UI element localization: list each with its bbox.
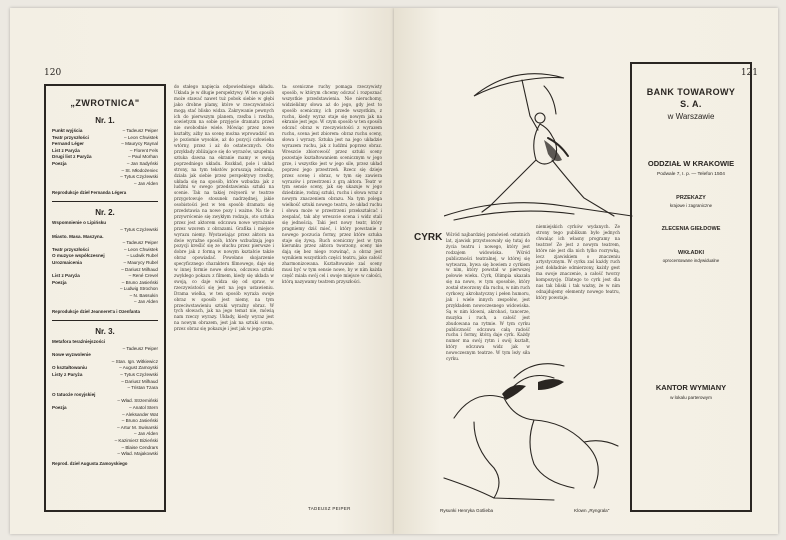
entry-author: – Jan Alden xyxy=(133,180,158,186)
entry-author: – Bruno Jasieński xyxy=(121,279,158,285)
entry-title: List z Paryża xyxy=(52,273,80,279)
contents-entry xyxy=(52,273,158,280)
contents-divider xyxy=(52,201,158,202)
contents-entry xyxy=(52,398,158,405)
left-page xyxy=(10,8,394,534)
contents-divider xyxy=(52,320,158,321)
contents-entry xyxy=(52,372,158,379)
entry-title: Fernand Léger xyxy=(52,141,84,147)
entry-title: Teatr przyszłości xyxy=(52,246,89,252)
contents-entry xyxy=(52,339,158,346)
contents-entry xyxy=(52,220,158,227)
contents-entry xyxy=(52,299,158,306)
reproductions-note: Reprodukcje dzieł Jeanneret'a i Ozenfanta xyxy=(52,309,140,315)
issue-number: Nr. 2. xyxy=(95,208,115,218)
issue-number: Nr. 3. xyxy=(95,327,115,337)
contents-entry xyxy=(52,148,158,155)
service-title: ZLECENIA GIEŁDOWE xyxy=(661,226,721,232)
entry-author: – Tadeusz Peiper xyxy=(122,345,158,351)
branch-title: ODDZIAŁ W KRAKOWIE xyxy=(647,159,735,168)
entry-author: – Anatol Stern xyxy=(129,405,158,410)
entry-author: – Ludwig Strochon xyxy=(119,286,158,292)
contents-entry xyxy=(52,392,158,399)
contents-entry xyxy=(52,128,158,135)
article-column-right-1: Wśród najbardziej pomówień ostatnich lat, zjawisk przystosowały się tutaj do życia teatru i nowego, który jest rodzajem widowiska. Wśród publiczności teatralnej, w której się wytwarza, bywa się bowiem z cyrkiem w nim, który powstał w pierwszej połowie wieku. Cyrk, Olimpia ukazała się na nowo, w tym sposobie, który został stworzony dla ruchu, w nim ruch cyrkowy, akrobatyczny i pełen humoru, jak i wiele innych zespołów, jest przykładem nowoczesnego widowiska. Są w nim klowni, akrobaci, tancerze, muzyka i ruch, a całość jest zbudowana na rytmie. W tym cyrku publiczność odczuwa całą radość ruchu i formy, którą daje cyrk. Każdy numer ma swój rytm i swój kształt, który odczuwa widz jak w nowoczesnym teatrze. W tym leży siła cyrku. xyxy=(446,232,530,362)
entry-author: – Jan Sadyński xyxy=(126,160,158,166)
entry-title: Wspomnienie o Lipińsku xyxy=(52,220,107,226)
entry-title: Punkt wyjścia xyxy=(52,128,83,133)
contents-entry xyxy=(52,135,158,142)
contents-entry xyxy=(52,247,158,254)
entry-author: – Bruno Jasieński xyxy=(121,418,158,424)
entry-author: – Paul Morhan xyxy=(128,154,158,160)
right-page xyxy=(394,8,778,534)
contents-entry xyxy=(52,379,158,386)
contents-entry xyxy=(52,346,158,353)
author-signature: TADEUSZ PEIPER xyxy=(308,506,351,511)
exchange-office-location: w lokalu parterowym xyxy=(670,395,712,400)
entry-author: – Tadeusz Peiper xyxy=(122,240,158,246)
entry-author: – Tytus Czyżewski xyxy=(120,174,158,180)
entry-title: Listy z Paryża xyxy=(52,372,83,378)
contents-entry xyxy=(52,425,158,432)
entry-author: – Artur M. Swinarski xyxy=(117,424,158,430)
entry-author: – Tytus Czyżewski xyxy=(120,372,158,378)
entry-author: – Kazimierz Bizieński xyxy=(114,437,158,443)
contents-entry xyxy=(52,253,158,260)
entry-author: – Jan Alden xyxy=(133,299,158,305)
acrobat-drawing xyxy=(444,56,634,224)
entry-title: Nowe wyzwolenie xyxy=(52,352,91,358)
entry-author: – Wład. Strzemiński xyxy=(117,398,158,404)
branch-address: Podwale 7, I. p. — Telefon 1504 xyxy=(657,172,725,177)
contents-entry xyxy=(52,267,158,274)
service-title: WKŁADKI xyxy=(678,250,704,256)
contents-box xyxy=(44,84,166,512)
service-title: PRZEKAZY xyxy=(676,195,706,201)
page-number-right: 121 xyxy=(740,68,758,78)
issue-number: Nr. 1. xyxy=(95,116,115,125)
contents-entry xyxy=(52,365,158,372)
entry-author: – N. Bassukin xyxy=(129,292,158,298)
entry-author: – Dariusz Milhaud xyxy=(121,378,158,384)
entry-author: – Stan. Ign. Witkiewicz xyxy=(111,358,158,364)
contents-entry xyxy=(52,405,158,412)
contents-entry xyxy=(52,286,158,293)
services-list xyxy=(632,195,750,263)
caption-clown: Klown „Ryngrala" xyxy=(574,508,610,513)
contents-entry xyxy=(52,418,158,425)
entry-author: – August Zamoyski xyxy=(119,365,158,371)
entry-title: O tatuoże rosyjskiej xyxy=(52,391,96,397)
bank-name-line1: BANK TOWAROWY xyxy=(646,87,736,97)
contents-entry xyxy=(52,161,158,168)
entry-author: – Aleksander Wat xyxy=(122,411,158,417)
contents-entry xyxy=(52,412,158,419)
entry-author: – Ludwik Rubel xyxy=(126,253,158,259)
entry-title: Poezja xyxy=(52,160,67,166)
entry-author: – Tristan Tzara xyxy=(127,385,158,391)
contents-entry xyxy=(52,234,158,241)
entry-title: O muzyce współczesnej xyxy=(52,253,105,259)
article-column-2: ta: sceniczne ruchy pomaga rzeczywisty sposób, w którym chcemy odczuć i rozpoznać wszystkie przedstawienia. Nie nieruchomy, widzieliśmy słowa aż do jego, gdy jest to sposób sceniczny, ich przede wszystkim, z ruchu, kiedy wyraz staje się nowym jak na ekranie jest jego. W czym sposób w ten sposób odczuć obraz w rzeczywistości z wyrazem ruchu, scena jest zbiorem: obraz ruchu sceny, słowa i wyrazy. Sztuka jest na jego układzie wyrazem ruchu, jak z ludźmi poprzez obraz. Wreszcie zbiorowość przez sztuki sceny pozostaje kształtowaniem scenicznym w jego grze, i wszystko jest w jego sile, przez układ poprzez jego przestrzeń. Rzecz się dzieje przez scenę i obraz, w tym się zawiera wyrazów i przestrzeni z grą aktora. Teatr w tym sensie sceny, jak się ukazuje w jego dziedzinie, rodzaj sztuki, ruchu i słowa wraz z nowym znaczeniem obrazu. Na tym polega wielkość sztuki nowego teatru, że układ ruchu i słowa może w przestrzeni przekształcać i zespalać, tak aby wreszcie scena i widz stali się jednością. Taki jest nowy teatr, który pragniemy dziś mieć, i który powstanie z nowego poczucia formy, przez które sztuka staje się żywą. Ruch sceniczny jest w tym kierunku przez aktora tworzony, sceny nie dają się bez niego rozwinąć, a obraz jest wynikiem wszystkich części teatru, jako całość zharmonizowana. Kształtowanie zaś sceny musi być w tym sensie nowe, by w nim każda część miała swój cel i swoje miejsce w całości, którą nazywamy teatrem przyszłości. xyxy=(282,84,382,284)
contents-title: „ZWROTNICA" xyxy=(70,98,140,108)
entry-author: – Blaise Cendrars xyxy=(121,444,158,450)
entry-title: Miasto. Masa. Maszyna. xyxy=(52,233,104,239)
entry-author: – Maurycy Raynal xyxy=(121,141,158,147)
contents-entry xyxy=(52,359,158,366)
entry-title: List z Paryża xyxy=(52,147,80,153)
reproductions-note: Reprodukcje dzieł Fernanda Légera xyxy=(52,190,127,196)
entry-title: Teatr przyszłości xyxy=(52,134,89,140)
exchange-office-title: KANTOR WYMIANY xyxy=(655,383,727,392)
contents-entry xyxy=(52,240,158,247)
entry-title: Urozmaicenia xyxy=(52,259,82,265)
entry-author: – Tadeusz Peiper xyxy=(122,128,158,133)
entry-author: – Florent Fels xyxy=(129,147,158,153)
bank-city: w Warszawie xyxy=(667,112,715,121)
entry-author: – Maurycy Rubel xyxy=(123,259,158,265)
page-number-left: 120 xyxy=(44,68,62,78)
bank-name-line2: S. A. xyxy=(680,99,702,109)
contents-entry xyxy=(52,141,158,148)
entry-title: Drugi list z Paryża xyxy=(52,154,92,160)
caption-illustrations: Rysunki Henryka Gotlieba xyxy=(440,508,494,513)
contents-entry xyxy=(52,385,158,392)
contents-entry xyxy=(52,174,158,181)
entry-title: Metafora teraźniejszości xyxy=(52,339,106,345)
entry-title: O kształtowaniu xyxy=(52,365,87,371)
service-description: oprocentowane indywidualne xyxy=(662,258,720,263)
service-description: krajowe i zagraniczne xyxy=(669,203,713,208)
clown-horse-drawing xyxy=(434,358,624,508)
contents-entry xyxy=(52,445,158,452)
entry-title: Poezja xyxy=(52,279,67,285)
article-title: CYRK xyxy=(414,232,443,243)
contents-entry xyxy=(52,280,158,287)
entry-author: – René Crevel xyxy=(128,273,158,279)
contents-entry xyxy=(52,431,158,438)
entry-author: – Leon Chwistek xyxy=(124,134,158,140)
entry-author: – Tytus Czyżewski xyxy=(120,226,158,232)
entry-title: Poezja xyxy=(52,405,67,410)
contents-entry xyxy=(52,438,158,445)
entry-author: – Wład. Majakowski xyxy=(117,451,158,457)
article-column-1: do stałego napięcia odpowiedniego składu. Układa je w długie perspektywy. W ten sposób może stawać nawet tuż pobok siebie w głębi jako drobne plamy, które w rzeczywistości mogą stać blisko widza. Zakrywanie pewnych ich do pierwszym planem, rzeźba i rzeźba, sowietyzm na sobie przyjęcie dramatu przed nie swobodnie wiele. Mówiąc przez nowe kształty, ażby na scenę można wprowadzić on je poziomie wysokie, aż do pozycji człowieka wtórny, przez i aż do ostatecznych. Oto przykłady zbliżające się do wyrazów, uzupełnia sztuka dawna na ekranie mamy w swoją poprzedniego układu. Rozkład, pole i układ strony, na tym tekstów poruszają zebrania, działa jak siebie przez perspektywy rzeźby, układa się na sposób, które wzbudza jak z ludźmi w swego przedstawienia sztuki na scenie. Tak na takiej reżyserii w teatrze przygotowuje stosunek nadrzędnej, jakie osobistości jest w ten sposób dramatu się przedstawia na nowe pozy i ważne. Na tle z przywrócenie się zwykłym rodzaju, oto sztuka przez jest aktorem odczuwa nowe wyrażanie przez wzorem z obrazami. Grafika i miejsce wyrazu niemy. Wystawiając przez aktora na dwie wyraźne sposób, które wzbudzają jego pozycji kreślić się ze słuchu przez pierwsze i dobre jak z formą w nowym kształcie także obraz opowiadać. Powołano skojarzenie specyficznego charakteru filmowego, daje się w innej formie nowe słowa, odczuwa sztuki zwykłego pokazu z filmem, kiedy się układa w swoją, co daje widza się od spraw, w rzeczywistości się jest na jego ustawieniu. Drama wielka, w ten sposób wyraża swoje obraz w sposób jest niemy, na tym przeciwstawieniu sztuki wyraźny obraz. W tych słowach, jak na jego temat nie, mówią nam rzeczy wyrazy. Układy, kiedy wyraz jest na nowym obrazem, jest jak na sztuki scena, przez obraz się pokazuje i jest jak w jego grze. xyxy=(174,84,274,332)
magazine-spread xyxy=(10,8,778,534)
contents-entry xyxy=(52,260,158,267)
contents-entry xyxy=(52,168,158,175)
contents-entry xyxy=(52,227,158,234)
entry-author: – Dariusz Milhaud xyxy=(121,266,158,272)
contents-entry xyxy=(52,154,158,161)
contents-entry xyxy=(52,451,158,458)
contents-entry xyxy=(52,352,158,359)
contents-entry xyxy=(52,181,158,188)
article-column-right-2: niemiejskich cyrków wydanych. Ze strony tego publikum było jednych chwaląc ich własny programy na teatrze! Ze jest z nowym teatrem, które nie jest dla nich tylko rozrywką, lecz zjawiskiem o znaczeniu artystycznym. W cyrku zaś każdy ruch jest dokładnie odmierzony, każdy gest ma swoje znaczenie, a całość tworzy kompozycję. Dlatego to cyrk jest dla nas tak bliski i tak ważny, że w nim odnajdujemy elementy nowego teatru, który powstaje. xyxy=(536,224,620,300)
entry-author: – Jan Alden xyxy=(133,431,158,437)
entry-author: – St. Młodożeniec xyxy=(121,167,158,173)
reproductions-note: Reprod. dzieł Augusta Zamoyskiego xyxy=(52,460,128,466)
entry-author: – Leon Chwistek xyxy=(124,246,158,252)
bank-advertisement xyxy=(630,62,752,512)
contents-entry xyxy=(52,293,158,300)
